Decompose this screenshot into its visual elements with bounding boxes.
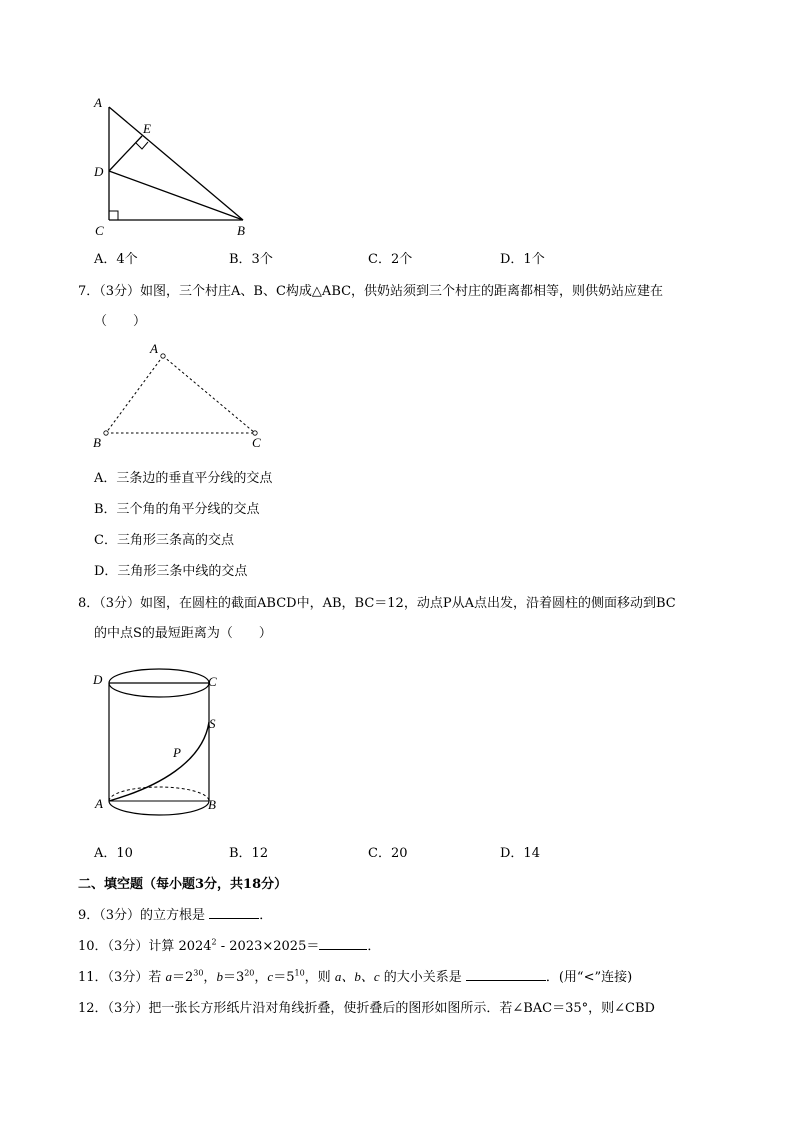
label-d: D	[94, 164, 104, 179]
q11-eq1: ＝2	[171, 970, 194, 985]
segment-db	[109, 171, 243, 220]
q10-exponent: 2	[211, 937, 217, 947]
q10-suffix: ．	[367, 939, 381, 954]
label-p: P	[173, 745, 181, 760]
q11-exp2: 20	[244, 968, 255, 978]
right-angle-e	[136, 142, 148, 149]
q11-eq2: ＝3	[222, 970, 245, 985]
q8-question-line2: 的中点S的最短距离为（ ）	[94, 626, 272, 641]
q11-answer-blank[interactable]	[466, 969, 546, 981]
q8-question-line1: 8．（3分）如图，在圆柱的截面ABCD中，AB，BC＝12，动点P从A点出发，沿着圆柱的侧面移动到BC	[78, 596, 676, 611]
q11-mid2: 的大小关系是	[379, 970, 466, 985]
q9-prefix: 9．（3分）的立方根是	[78, 908, 206, 923]
q6-option-c: C．2个	[368, 252, 413, 267]
q11-exp3: 10	[294, 968, 305, 978]
q11-suffix: ．(用“<”连接)	[545, 970, 633, 985]
q10-question	[78, 935, 380, 954]
right-angle-c	[109, 211, 118, 220]
q11-comma1: ，	[203, 970, 217, 985]
section-title: 二、填空题（每小题3分，共18分）	[78, 877, 288, 892]
q12-question: 12．（3分）把一张长方形纸片沿对角线折叠，使折叠后的图形如图所示．若∠BAC＝35°，则∠CBD	[78, 1001, 655, 1016]
q11-var-a: a	[165, 969, 172, 984]
q7-question: 7．（3分）如图，三个村庄A、B、C构成△ABC，供奶站须到三个村庄的距离都相等，则供奶站应建在	[78, 284, 664, 299]
q6-option-a: A．4个	[94, 252, 138, 267]
q10-mid: - 2023×2025＝	[216, 939, 320, 954]
label-c: C	[252, 435, 261, 450]
q7-option-b: B．三个角的角平分线的交点	[94, 502, 260, 517]
label-c: C	[95, 223, 104, 238]
q8-option-a: A．10	[94, 846, 133, 861]
q6-triangle-figure	[90, 92, 260, 242]
q8-option-d: D．14	[500, 846, 540, 861]
q10-answer-blank[interactable]	[319, 938, 367, 950]
label-d: D	[93, 672, 103, 687]
q8-option-b: B．12	[229, 846, 269, 861]
label-s: S	[209, 716, 216, 731]
q7-paren: （ ）	[94, 314, 147, 329]
q9-answer-blank[interactable]	[209, 907, 259, 919]
q7-triangle-figure	[88, 338, 278, 452]
q9-question	[78, 904, 272, 923]
label-b: B	[208, 797, 216, 812]
label-a: A	[95, 796, 103, 811]
q11-var-c: c	[267, 969, 274, 984]
q6-option-d: D．1个	[500, 252, 545, 267]
q11-vars: a、b、c	[334, 969, 380, 984]
q11-mid: ，则	[304, 970, 335, 985]
label-b: B	[237, 223, 245, 238]
label-a: A	[94, 95, 102, 110]
segment-de	[109, 136, 142, 171]
label-b: B	[93, 435, 101, 450]
q7-option-c: C．三角形三条高的交点	[94, 533, 234, 548]
q10-prefix: 10．（3分）计算 2024	[78, 939, 212, 954]
q11-prefix: 11．（3分）若	[78, 970, 166, 985]
q11-eq3: ＝5	[273, 970, 295, 985]
segment-ab	[109, 107, 243, 220]
q9-suffix: ．	[259, 908, 273, 923]
q11-question	[78, 966, 632, 985]
q7-option-a: A．三条边的垂直平分线的交点	[94, 471, 273, 486]
q6-option-b: B．3个	[229, 252, 273, 267]
q7-option-d: D．三角形三条中线的交点	[94, 564, 248, 579]
q11-exp1: 30	[193, 968, 204, 978]
label-e: E	[143, 121, 151, 136]
label-a: A	[150, 341, 158, 356]
q8-option-c: C．20	[368, 846, 408, 861]
q8-cylinder-figure	[88, 662, 238, 832]
q11-var-b: b	[216, 969, 223, 984]
label-c: C	[208, 674, 217, 689]
q11-comma2: ，	[254, 970, 268, 985]
